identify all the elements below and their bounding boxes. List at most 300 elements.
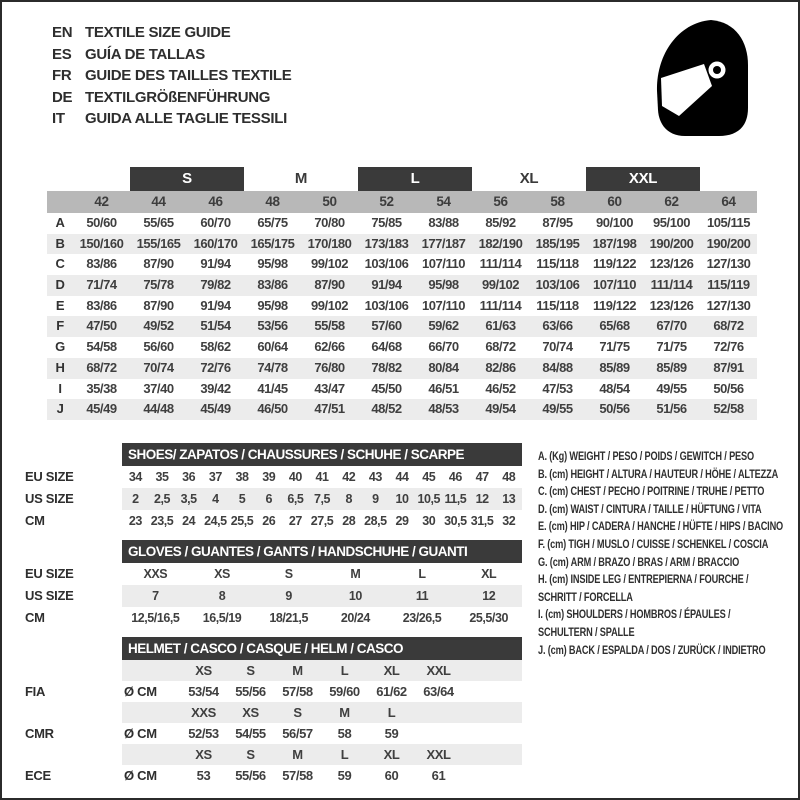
measurement-value: 48/53 <box>428 401 459 417</box>
measurement-value: 43/47 <box>314 380 345 396</box>
measurement-value: 103/106 <box>364 256 409 272</box>
measurement-value: 57/60 <box>371 318 402 334</box>
shoes-size-value: 25,5 <box>230 514 254 528</box>
measurement-value: 111/114 <box>479 297 522 313</box>
legend-line: SCHRITT / FORCELLA <box>538 591 633 604</box>
measurement-value: 107/110 <box>421 297 466 313</box>
legend-line: A. (Kg) WEIGHT / PESO / POIDS / GEWITCH / PESO <box>538 451 755 463</box>
measurement-value: 87/90 <box>143 297 174 313</box>
helmet-size-header-row <box>122 744 522 765</box>
measurement-value: 66/70 <box>428 339 459 355</box>
helmet-size-value: 61 <box>431 768 446 783</box>
helmet-section <box>25 637 525 786</box>
size-number: 54 <box>436 194 451 209</box>
legend-line: I. (cm) SHOULDERS / HOMBROS / ÉPAULES / <box>538 609 731 622</box>
measurement-value: 99/102 <box>310 256 349 272</box>
gloves-size-value: 10 <box>348 589 362 603</box>
helmet-size-value: 59/60 <box>329 684 360 699</box>
measurement-value: 190/200 <box>706 235 751 251</box>
measurement-value: 85/89 <box>656 359 687 375</box>
helmet-size-label: XL <box>383 663 400 678</box>
measurement-value: 99/102 <box>481 277 520 293</box>
helmet-size-label: M <box>339 705 350 720</box>
helmet-value-row <box>122 765 522 786</box>
legend-item <box>538 607 800 642</box>
measurement-value: 60/70 <box>200 215 231 230</box>
gloves-title-spacer <box>25 540 122 563</box>
measurement-row-label: B <box>55 235 65 251</box>
measurement-value: 127/130 <box>706 256 751 272</box>
shoes-size-value: 7,5 <box>314 492 331 506</box>
shoes-size-value: 35 <box>155 470 169 484</box>
size-group-spacer <box>700 167 757 191</box>
measurement-value: 79/82 <box>200 277 231 293</box>
gloves-row-values <box>122 563 522 585</box>
size-number: 50 <box>322 194 337 209</box>
racing-helmet-icon <box>654 18 750 138</box>
measurement-row-label: A <box>55 215 65 230</box>
gloves-title-bar: GLOVES / GUANTES / GANTS / HANDSCHUHE / GUANTI <box>122 540 522 563</box>
shoes-size-value: 37 <box>208 470 222 484</box>
shoes-size-value: 27 <box>288 514 302 528</box>
helmet-title-spacer <box>25 637 122 660</box>
measurement-value: 84/88 <box>542 359 573 375</box>
measurement-value: 177/187 <box>421 235 466 251</box>
measurement-value: 46/50 <box>257 401 288 417</box>
size-group-xl: XL <box>519 170 539 187</box>
language-row <box>52 65 291 87</box>
shoes-size-value: 28,5 <box>364 514 387 528</box>
gloves-row <box>25 607 525 629</box>
shoes-size-value: 10 <box>395 492 409 506</box>
measurement-value: 74/78 <box>257 359 288 375</box>
shoes-size-value: 12 <box>475 492 489 506</box>
measurement-value: 61/63 <box>485 318 516 334</box>
measurement-value: 155/165 <box>136 235 181 251</box>
textile-size-table <box>47 167 757 420</box>
measurement-value: 119/122 <box>592 297 637 313</box>
legend-item <box>538 484 800 502</box>
measurement-value: 71/74 <box>86 277 117 293</box>
gloves-row <box>25 563 525 585</box>
legend-item <box>538 502 800 520</box>
gloves-size-value: 8 <box>218 589 226 603</box>
gloves-size-value: XXS <box>143 567 168 581</box>
language-code: DE <box>52 88 73 106</box>
shoes-size-value: 47 <box>475 470 489 484</box>
gloves-size-value: 18/21,5 <box>269 611 308 625</box>
legend-line: D. (cm) WAIST / CINTURA / TAILLE / HÜFTUNG / VITA <box>538 503 762 516</box>
measurement-value: 48/52 <box>371 401 402 417</box>
helmet-size-header-row <box>122 660 522 681</box>
measurement-value: 85/92 <box>485 215 516 230</box>
legend-line: B. (cm) HEIGHT / ALTURA / HAUTEUR / HÖHE / ALTEZZA <box>538 468 779 481</box>
language-title-list <box>52 22 291 130</box>
size-number: 56 <box>493 194 508 209</box>
gloves-size-value: XL <box>481 567 497 581</box>
measurement-value: 99/102 <box>310 297 349 313</box>
measurement-value: 39/42 <box>200 380 231 396</box>
measurement-value: 95/98 <box>428 277 459 293</box>
measurement-rows <box>47 213 757 420</box>
size-number: 52 <box>379 194 394 209</box>
shoes-size-value: 4 <box>212 492 219 506</box>
measurement-value: 71/75 <box>656 339 687 355</box>
shoes-size-value: 43 <box>368 470 382 484</box>
shoes-size-value: 45 <box>422 470 436 484</box>
measurement-value: 75/78 <box>143 277 174 293</box>
size-group-row <box>47 167 757 191</box>
helmet-standard-label: FIA <box>25 684 46 699</box>
helmet-size-header-spacer <box>122 702 180 723</box>
measurement-value: 80/84 <box>428 359 459 375</box>
helmet-size-value: 55/56 <box>235 684 266 699</box>
legend-line: H. (cm) INSIDE LEG / ENTREPIERNA / FOURCHE / <box>538 574 749 587</box>
gloves-size-value: 7 <box>152 589 159 603</box>
gloves-size-value: 20/24 <box>340 611 370 625</box>
measurement-value: 65/75 <box>257 215 288 230</box>
shoes-size-value: 42 <box>342 470 356 484</box>
helmet-size-value: 52/53 <box>188 726 219 741</box>
shoes-size-value: 2 <box>132 492 139 506</box>
measurement-row <box>47 358 757 379</box>
guide-title: GUIDE DES TAILLES TEXTILE <box>85 67 292 85</box>
measurement-value: 103/106 <box>364 297 409 313</box>
size-group-xxl: XXL <box>586 167 700 191</box>
shoes-size-value: 28 <box>342 514 356 528</box>
measurement-value: 187/198 <box>592 235 637 251</box>
measurement-legend <box>538 449 800 660</box>
shoes-size-value: 48 <box>502 470 516 484</box>
shoes-size-value: 38 <box>235 470 249 484</box>
shoes-size-value: 10,5 <box>417 492 440 506</box>
measurement-value: 87/95 <box>542 215 573 230</box>
language-code: ES <box>52 45 72 63</box>
measurement-value: 127/130 <box>706 297 751 313</box>
helmet-standard-group <box>25 744 525 786</box>
shoes-row-values <box>122 510 522 532</box>
helmet-size-value: 63/64 <box>423 684 454 699</box>
measurement-value: 49/52 <box>143 318 174 334</box>
size-number: 44 <box>151 194 166 209</box>
shoes-size-value: 41 <box>315 470 329 484</box>
guide-title: TEXTILE SIZE GUIDE <box>85 24 231 42</box>
measurement-row <box>47 234 757 255</box>
measurement-value: 91/94 <box>200 256 231 272</box>
measurement-value: 111/114 <box>650 277 693 293</box>
language-row <box>52 108 291 130</box>
helmet-standard-label: ECE <box>25 768 51 783</box>
measurement-value: 51/54 <box>200 318 231 334</box>
helmet-size-value: 56/57 <box>282 726 313 741</box>
measurement-row-label: J <box>56 401 64 417</box>
language-code: EN <box>52 24 73 42</box>
measurement-value: 45/49 <box>86 401 117 417</box>
helmet-size-value: 53/54 <box>188 684 219 699</box>
shoes-row-label: EU SIZE <box>25 469 74 484</box>
shoes-size-value: 23,5 <box>150 514 174 528</box>
measurement-value: 50/56 <box>599 401 630 417</box>
legend-line: C. (cm) CHEST / PECHO / POITRINE / TRUHE / PETTO <box>538 486 765 499</box>
shoes-size-value: 30,5 <box>444 514 467 528</box>
helmet-size-header-row <box>122 702 522 723</box>
measurement-value: 107/110 <box>592 277 637 293</box>
size-group-spacer <box>47 167 73 191</box>
guide-title: GUÍA DE TALLAS <box>85 45 205 63</box>
measurement-row <box>47 399 757 420</box>
measurement-row-label: I <box>58 380 62 396</box>
guide-title: TEXTILGRÖßENFÜHRUNG <box>85 88 271 106</box>
measurement-row <box>47 337 757 358</box>
gloves-size-value: M <box>350 567 361 581</box>
measurement-value: 115/118 <box>536 256 579 272</box>
measurement-value: 150/160 <box>79 235 124 251</box>
gloves-size-value: XS <box>214 567 230 581</box>
legend-line: G. (cm) ARM / BRAZO / BRAS / ARM / BRACCIO <box>538 556 740 569</box>
helmet-size-value: 53 <box>196 768 211 783</box>
language-row <box>52 87 291 109</box>
measurement-row <box>47 254 757 275</box>
helmet-size-label: L <box>340 663 349 678</box>
measurement-value: 78/82 <box>371 359 402 375</box>
gloves-size-value: 23/26,5 <box>402 611 442 625</box>
gloves-size-value: 12,5/16,5 <box>131 611 180 625</box>
legend-item <box>538 449 800 467</box>
helmet-size-label: L <box>387 705 396 720</box>
shoes-size-value: 3,5 <box>180 492 197 506</box>
measurement-value: 160/170 <box>193 235 238 251</box>
measurement-value: 190/200 <box>649 235 694 251</box>
helmet-size-value: 59 <box>384 726 399 741</box>
gloves-size-value: 9 <box>285 589 292 603</box>
measurement-value: 55/65 <box>143 215 174 230</box>
size-group-s: S <box>130 167 244 191</box>
language-row <box>52 44 291 66</box>
measurement-value: 111/114 <box>479 256 522 272</box>
shoes-size-value: 2,5 <box>153 492 171 506</box>
gloves-row <box>25 585 525 607</box>
helmet-size-label: XS <box>242 705 259 720</box>
gloves-size-value: 12 <box>482 589 496 603</box>
size-number-band <box>47 191 757 213</box>
measurement-row <box>47 275 757 296</box>
measurement-row-label: H <box>55 359 65 375</box>
measurement-value: 95/98 <box>257 256 288 272</box>
size-group-spacer <box>73 167 130 191</box>
measurement-value: 46/52 <box>485 380 516 396</box>
shoes-size-value: 9 <box>372 492 379 506</box>
gloves-size-value: 11 <box>415 589 429 603</box>
measurement-value: 48/54 <box>599 380 630 396</box>
measurement-value: 68/72 <box>713 318 744 334</box>
measurement-value: 70/74 <box>143 359 174 375</box>
measurement-value: 49/54 <box>485 401 516 417</box>
measurement-value: 83/86 <box>257 277 288 293</box>
measurement-value: 59/62 <box>428 318 459 334</box>
measurement-value: 52/58 <box>713 401 744 417</box>
measurement-row-label: F <box>56 318 64 334</box>
measurement-value: 90/100 <box>595 215 634 230</box>
accessory-size-tables <box>25 443 525 794</box>
measurement-value: 65/68 <box>599 318 630 334</box>
shoes-size-value: 46 <box>448 470 462 484</box>
measurement-value: 63/66 <box>542 318 573 334</box>
shoes-size-value: 24,5 <box>204 514 227 528</box>
legend-item <box>538 555 800 573</box>
helmet-groups <box>25 660 525 786</box>
measurement-value: 71/75 <box>599 339 630 355</box>
gloves-row-label: EU SIZE <box>25 566 74 581</box>
measurement-value: 91/94 <box>371 277 402 293</box>
legend-item <box>538 537 800 555</box>
measurement-value: 64/68 <box>371 339 402 355</box>
measurement-row-label: E <box>55 297 65 313</box>
helmet-size-label: L <box>340 747 349 762</box>
shoes-size-value: 6 <box>265 492 272 506</box>
size-number: 64 <box>721 194 736 209</box>
measurement-value: 50/60 <box>86 215 117 230</box>
language-code: IT <box>52 110 65 128</box>
helmet-title-bar: HELMET / CASCO / CASQUE / HELM / CASCO <box>122 637 522 660</box>
measurement-value: 68/72 <box>86 359 117 375</box>
legend-line: SCHULTERN / SPALLE <box>538 626 635 639</box>
helmet-size-label: S <box>246 663 255 678</box>
size-number: 58 <box>550 194 565 209</box>
measurement-value: 41/45 <box>257 380 288 396</box>
measurement-value: 87/90 <box>314 277 345 293</box>
shoes-row <box>25 466 525 488</box>
legend-item <box>538 572 800 607</box>
gloves-size-value: 25,5/30 <box>469 611 508 625</box>
shoes-row <box>25 488 525 510</box>
measurement-value: 165/175 <box>250 235 295 251</box>
measurement-value: 107/110 <box>421 256 466 272</box>
helmet-title-row <box>25 637 525 660</box>
helmet-size-value: 58 <box>337 726 352 741</box>
measurement-value: 83/86 <box>86 256 117 272</box>
shoes-size-value: 34 <box>128 470 142 484</box>
legend-line: F. (cm) TIGH / MUSLO / CUISSE / SCHENKEL / COSCIA <box>538 538 769 551</box>
measurement-value: 46/51 <box>428 380 459 396</box>
helmet-size-label: XL <box>383 747 400 762</box>
gloves-row-values <box>122 607 522 629</box>
helmet-size-label: M <box>292 747 303 762</box>
measurement-value: 82/86 <box>485 359 516 375</box>
measurement-value: 76/80 <box>314 359 345 375</box>
shoes-size-value: 40 <box>288 470 302 484</box>
gloves-rows <box>25 563 525 629</box>
size-group-l: L <box>358 167 472 191</box>
size-number: 42 <box>94 194 109 209</box>
measurement-value: 87/90 <box>143 256 174 272</box>
helmet-size-value: 55/56 <box>235 768 266 783</box>
guide-title: GUIDA ALLE TAGLIE TESSILI <box>85 110 287 128</box>
measurement-value: 60/64 <box>257 339 288 355</box>
helmet-diameter-unit: Ø CM <box>124 726 157 741</box>
helmet-size-label: XS <box>195 663 212 678</box>
measurement-value: 119/122 <box>592 256 637 272</box>
measurement-value: 53/56 <box>257 318 288 334</box>
measurement-value: 49/55 <box>656 380 687 396</box>
gloves-row-values <box>122 585 522 607</box>
measurement-value: 115/118 <box>536 297 579 313</box>
shoes-size-value: 11,5 <box>444 492 467 506</box>
measurement-value: 87/91 <box>713 359 744 375</box>
shoes-size-value: 5 <box>238 492 246 506</box>
gloves-size-value: S <box>284 567 293 581</box>
measurement-value: 123/126 <box>649 297 694 313</box>
helmet-size-header-spacer <box>122 744 180 765</box>
helmet-size-value: 57/58 <box>282 684 313 699</box>
measurement-value: 44/48 <box>143 401 174 417</box>
measurement-row-label: D <box>55 277 65 293</box>
measurement-value: 49/55 <box>542 401 573 417</box>
measurement-value: 70/74 <box>542 339 573 355</box>
measurement-row <box>47 213 757 234</box>
language-code: FR <box>52 67 72 85</box>
helmet-group-table <box>122 702 522 744</box>
shoes-row <box>25 510 525 532</box>
shoes-size-value: 23 <box>128 514 142 528</box>
gloves-row-label: US SIZE <box>25 588 74 603</box>
measurement-value: 83/86 <box>86 297 117 313</box>
helmet-size-label: S <box>293 705 302 720</box>
shoes-title-row <box>25 443 525 466</box>
measurement-value: 115/119 <box>707 277 750 293</box>
shoes-size-value: 44 <box>395 470 409 484</box>
measurement-value: 68/72 <box>485 339 516 355</box>
shoes-size-value: 27,5 <box>310 514 334 528</box>
measurement-value: 67/70 <box>656 318 687 334</box>
helmet-value-row <box>122 723 522 744</box>
measurement-value: 72/76 <box>200 359 231 375</box>
size-number: 48 <box>265 194 280 209</box>
measurement-value: 45/49 <box>200 401 231 417</box>
helmet-diameter-unit: Ø CM <box>124 768 157 783</box>
helmet-size-value: 61/62 <box>376 684 407 699</box>
shoes-size-value: 31,5 <box>470 514 494 528</box>
measurement-row-label: G <box>55 339 65 355</box>
shoes-size-value: 13 <box>502 492 516 506</box>
measurement-value: 58/62 <box>200 339 231 355</box>
measurement-value: 47/51 <box>314 401 345 417</box>
size-number: 46 <box>208 194 223 209</box>
gloves-size-value: 16,5/19 <box>202 611 242 625</box>
shoes-size-value: 26 <box>262 514 276 528</box>
helmet-standard-label: CMR <box>25 726 54 741</box>
shoes-row-values <box>122 466 522 488</box>
legend-line: J. (cm) BACK / ESPALDA / DOS / ZURÜCK / INDIETRO <box>538 644 766 657</box>
measurement-row <box>47 316 757 337</box>
measurement-value: 54/58 <box>86 339 117 355</box>
helmet-size-label: XXL <box>426 663 451 678</box>
shoes-size-value: 8 <box>345 492 352 506</box>
helmet-size-value: 59 <box>337 768 352 783</box>
band-spacer <box>47 191 73 213</box>
shoes-size-value: 36 <box>182 470 196 484</box>
shoes-size-value: 24 <box>182 514 196 528</box>
measurement-value: 56/60 <box>143 339 174 355</box>
legend-item <box>538 519 800 537</box>
shoes-size-value: 30 <box>422 514 436 528</box>
measurement-value: 70/80 <box>314 215 345 230</box>
helmet-size-label: M <box>292 663 303 678</box>
shoes-row-label: CM <box>25 513 45 528</box>
measurement-value: 123/126 <box>649 256 694 272</box>
measurement-value: 83/88 <box>428 215 459 230</box>
shoes-row-values <box>122 488 522 510</box>
legend-item <box>538 643 800 661</box>
